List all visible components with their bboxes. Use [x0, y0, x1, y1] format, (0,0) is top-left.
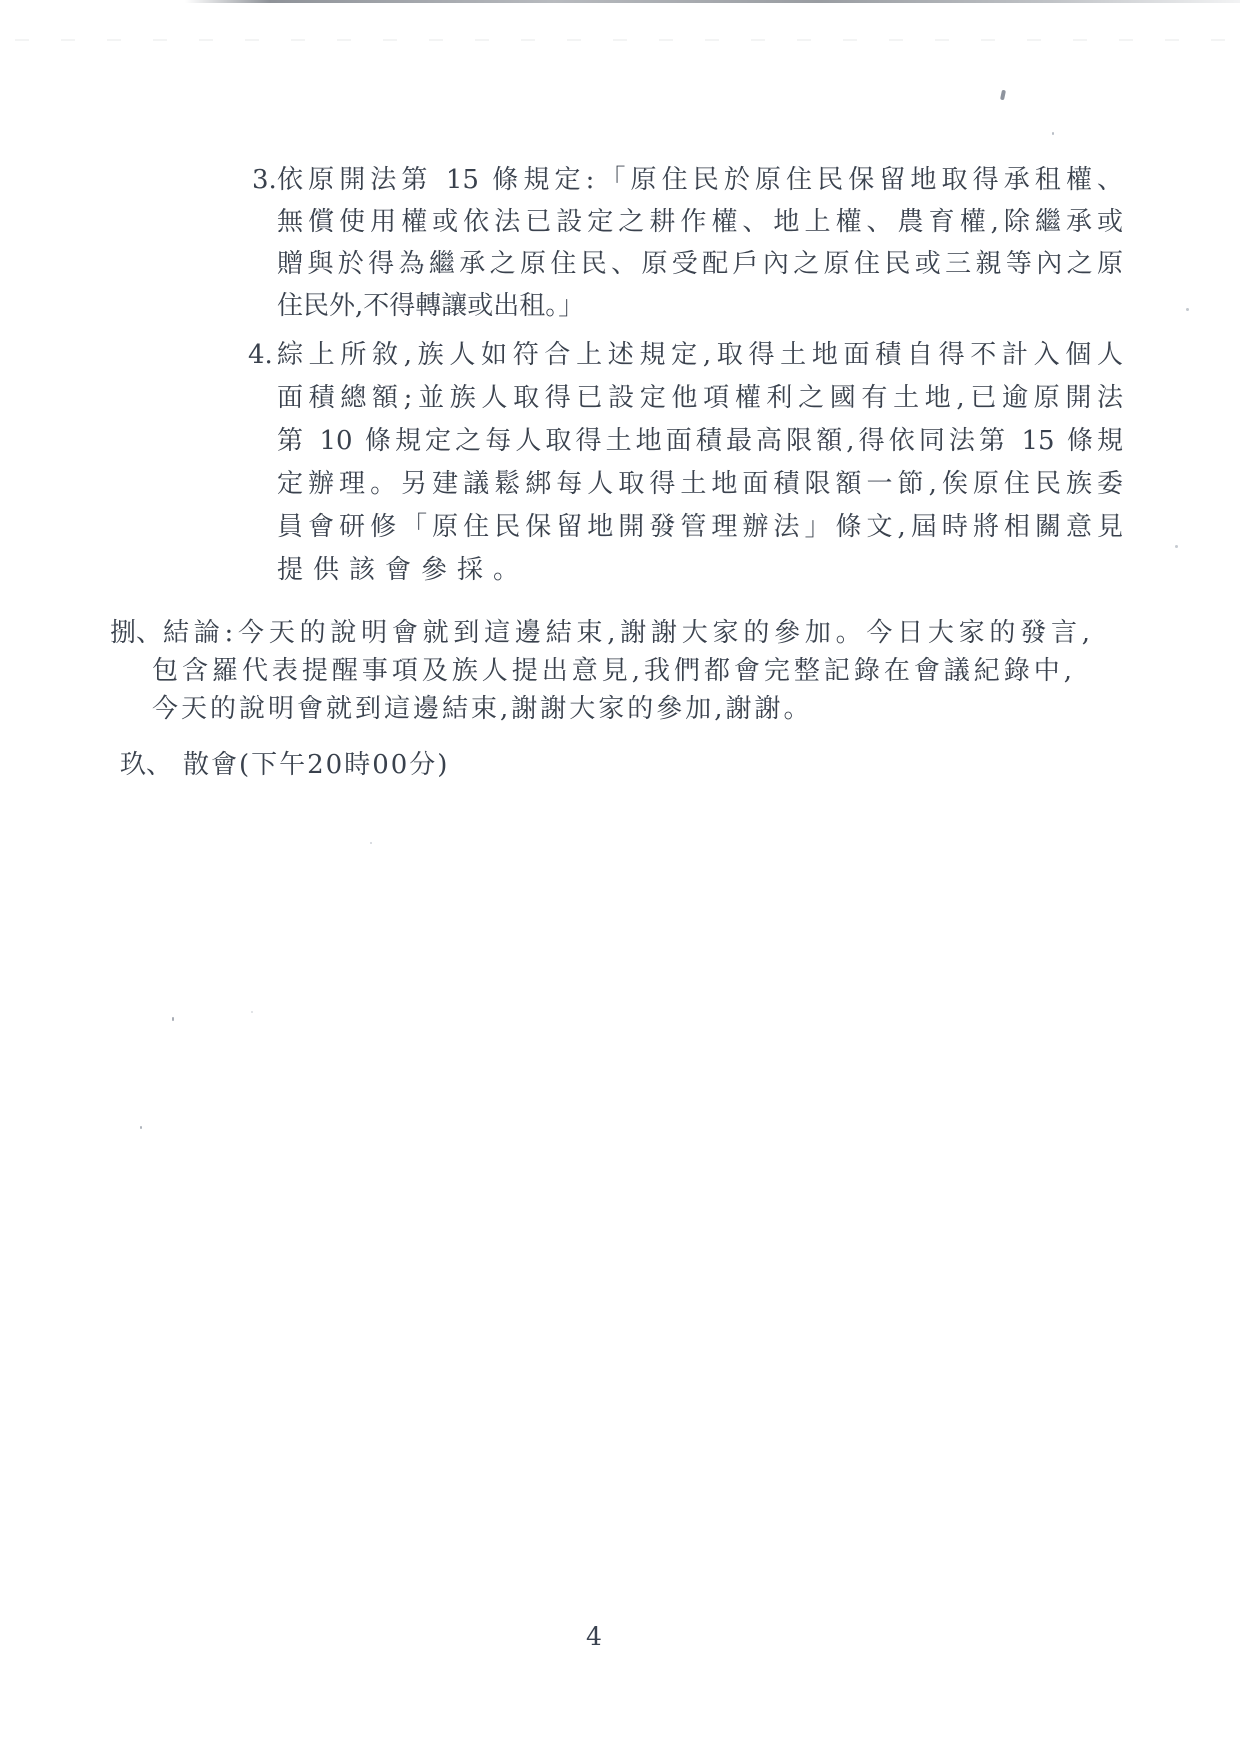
scan-speck: [1052, 132, 1054, 135]
section-marker-jiu: 玖、: [120, 750, 173, 780]
text-line: 提供該會參採。: [277, 555, 530, 585]
section-marker-ba: 捌、: [110, 618, 163, 648]
section-conclusion: [152, 614, 1092, 728]
text-line: 無償使用權或依法已設定之耕作權、地上權、農育權,除繼承或: [277, 207, 1123, 237]
text-line: 贈與於得為繼承之原住民、原受配戶內之原住民或三親等內之原: [277, 249, 1123, 279]
scan-edge-artifact: [185, 0, 1240, 3]
text-line: 住民外,不得轉讓或出租。」: [277, 291, 585, 321]
text-line: 員會研修「原住民保留地開發管理辦法」條文,屆時將相關意見: [277, 512, 1123, 542]
scan-speck: [140, 1126, 142, 1129]
text-line: 包含羅代表提醒事項及族人提出意見,我們都會完整記錄在會議紀錄中,: [152, 656, 1072, 686]
section-adjournment-line: 散會(下午20時00分): [183, 750, 450, 780]
list-item-4: [277, 334, 1123, 592]
list-marker-4: 4.: [248, 340, 273, 370]
text-line: 今天的說明會就到這邊結束,謝謝大家的參加,謝謝。: [152, 694, 813, 724]
text-line: 綜上所敘,族人如符合上述規定,取得土地面積自得不計入個人: [277, 340, 1123, 370]
scan-speck: [1186, 308, 1189, 311]
text-line: 依原開法第 15 條規定:「原住民於原住民保留地取得承租權、: [277, 165, 1123, 195]
text-line: 面積總額;並族人取得已設定他項權利之國有土地,已逾原開法: [277, 383, 1123, 413]
text-line: 結論:今天的說明會就到這邊結束,謝謝大家的參加。今日大家的發言,: [163, 618, 1090, 648]
list-marker-3: 3.: [252, 165, 277, 195]
list-item-3: [277, 159, 1123, 327]
scan-dust-band: [15, 39, 1225, 41]
scan-speck: [251, 1011, 253, 1013]
scan-speck: [1175, 545, 1178, 548]
scan-speck: [370, 842, 372, 844]
scan-speck: [1000, 90, 1006, 101]
page-number: 4: [586, 1622, 602, 1651]
scan-speck: [172, 1017, 174, 1021]
text-line: 第 10 條規定之每人取得土地面積最高限額,得依同法第 15 條規: [277, 426, 1123, 456]
text-line: 定辦理。另建議鬆綁每人取得土地面積限額一節,俟原住民族委: [277, 469, 1123, 499]
